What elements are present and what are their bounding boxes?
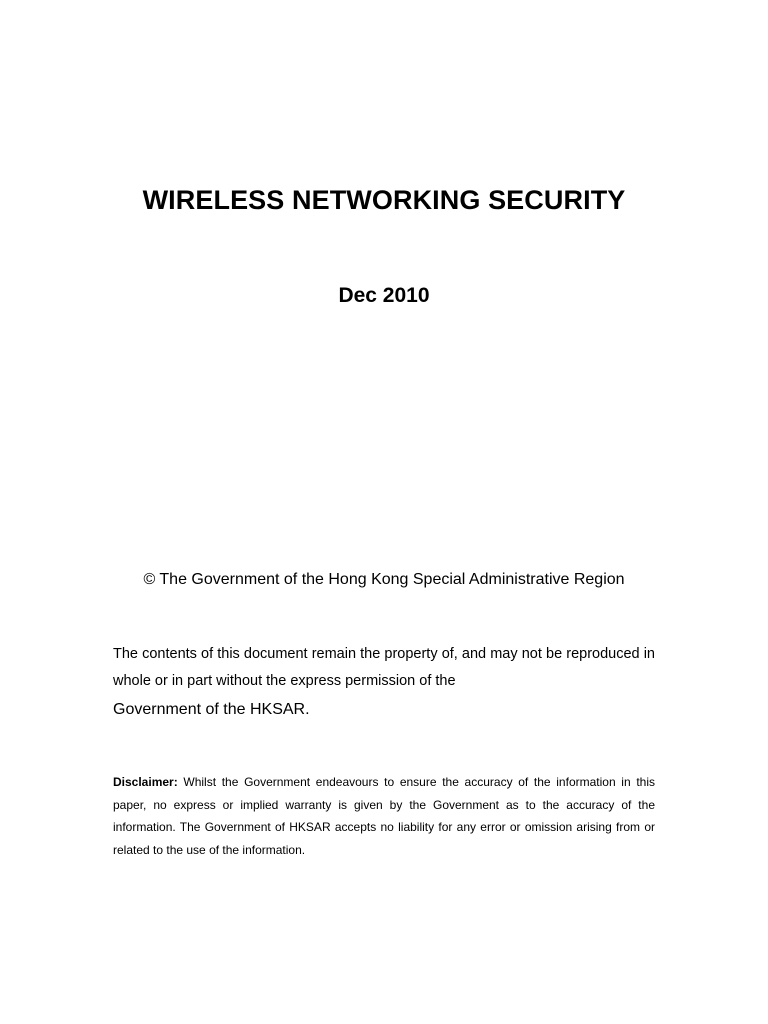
disclaimer-label: Disclaimer: <box>113 775 178 789</box>
disclaimer-paragraph <box>113 771 655 861</box>
document-title: WIRELESS NETWORKING SECURITY <box>142 185 626 215</box>
property-notice: The contents of this document remain the property of, and may not be reproduced in whole or in part without the express permission of the <box>113 646 655 689</box>
document-date: Dec 2010 <box>338 284 430 307</box>
property-notice-last-line: Government of the HKSAR. <box>113 701 310 718</box>
copyright-notice: © The Government of the Hong Kong Special Administrative Region <box>143 571 625 588</box>
disclaimer-text: Whilst the Government endeavours to ensure the accuracy of the information in this paper, no express or implied warranty is given by the Government as to the accuracy of the information. The Government of HKSAR accepts no liability for any error or omission arising from or related to the use of the information. <box>113 775 655 857</box>
